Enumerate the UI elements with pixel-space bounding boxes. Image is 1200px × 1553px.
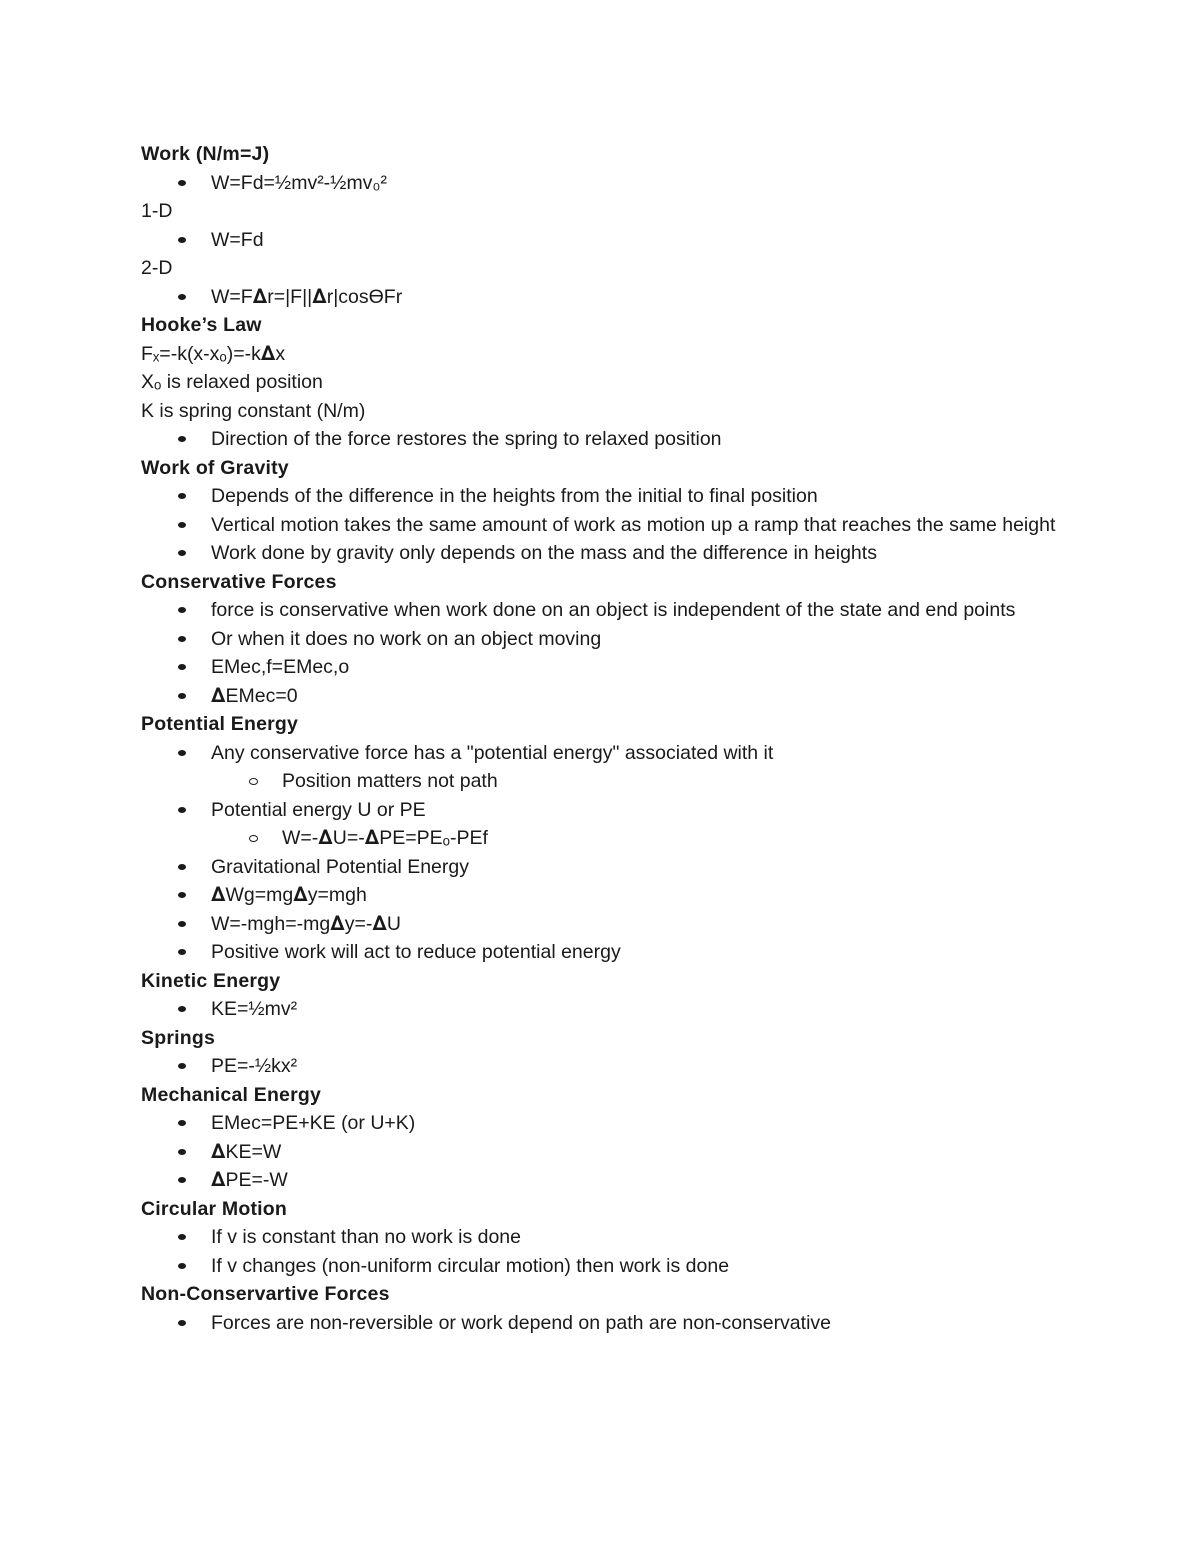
bullet-item: force is conservative when work done on an object is independent of the state and end points bbox=[141, 596, 1061, 625]
text-line: 2-D bbox=[141, 257, 173, 279]
section-heading: Circular Motion bbox=[141, 1197, 288, 1220]
sub-bullet-item: W=-𝚫U=-𝚫PE=PEₒ-PEf bbox=[141, 824, 1061, 853]
bullet-item: 𝚫PE=-W bbox=[141, 1166, 1061, 1195]
section-heading: Potential Energy bbox=[141, 713, 299, 735]
bullet-item: PE=-½kx² bbox=[141, 1052, 1061, 1081]
bullet-item: Potential energy U or PE bbox=[141, 796, 1061, 825]
section-heading: Springs bbox=[141, 1026, 215, 1049]
bullet-item: 𝚫EMec=0 bbox=[141, 682, 1061, 711]
bullet-item: Positive work will act to reduce potential energy bbox=[141, 938, 1061, 967]
bullet-item: 𝚫KE=W bbox=[141, 1138, 1061, 1167]
section-heading: Kinetic Energy bbox=[141, 969, 281, 992]
text-line: Fₓ=-k(x-xₒ)=-k𝚫x bbox=[141, 342, 286, 365]
document-body bbox=[141, 140, 1061, 1337]
bullet-item: Gravitational Potential Energy bbox=[141, 853, 1061, 882]
bullet-item: Direction of the force restores the spring to relaxed position bbox=[141, 425, 1061, 454]
bullet-item: W=F𝚫r=|F||𝚫r|cosϴFr bbox=[141, 283, 1061, 312]
bullet-item: KE=½mv² bbox=[141, 995, 1061, 1024]
bullet-item: Forces are non-reversible or work depend on path are non-conservative bbox=[141, 1309, 1061, 1338]
bullet-item: If v is constant than no work is done bbox=[141, 1223, 1061, 1252]
bullet-item: Work done by gravity only depends on the mass and the difference in heights bbox=[141, 539, 1061, 568]
bullet-item: EMec=PE+KE (or U+K) bbox=[141, 1109, 1061, 1138]
section-heading: Hooke’s Law bbox=[141, 314, 262, 336]
sub-bullet-item: Position matters not path bbox=[141, 767, 1061, 796]
bullet-item: Vertical motion takes the same amount of work as motion up a ramp that reaches the same height bbox=[141, 511, 1061, 540]
bullet-item: W=Fd bbox=[141, 226, 1061, 255]
section-heading: Non-Conservartive Forces bbox=[141, 1283, 390, 1305]
bullet-item: Or when it does no work on an object moving bbox=[141, 625, 1061, 654]
bullet-item: Depends of the difference in the heights from the initial to final position bbox=[141, 482, 1061, 511]
bullet-item: Any conservative force has a "potential energy" associated with it bbox=[141, 739, 1061, 768]
section-heading: Work of Gravity bbox=[141, 456, 289, 479]
bullet-item: If v changes (non-uniform circular motion) then work is done bbox=[141, 1252, 1061, 1281]
text-line: K is spring constant (N/m) bbox=[141, 399, 366, 422]
bullet-item: W=-mgh=-mg𝚫y=-𝚫U bbox=[141, 910, 1061, 939]
bullet-item: EMec,f=EMec,o bbox=[141, 653, 1061, 682]
section-heading: Work (N/m=J) bbox=[141, 143, 270, 165]
section-heading: Conservative Forces bbox=[141, 570, 337, 593]
text-line: 1-D bbox=[141, 200, 173, 222]
text-line: Xₒ is relaxed position bbox=[141, 371, 323, 393]
section-heading: Mechanical Energy bbox=[141, 1083, 322, 1106]
bullet-item: 𝚫Wg=mg𝚫y=mgh bbox=[141, 881, 1061, 910]
bullet-item: W=Fd=½mv²-½mv₀² bbox=[141, 169, 1061, 198]
